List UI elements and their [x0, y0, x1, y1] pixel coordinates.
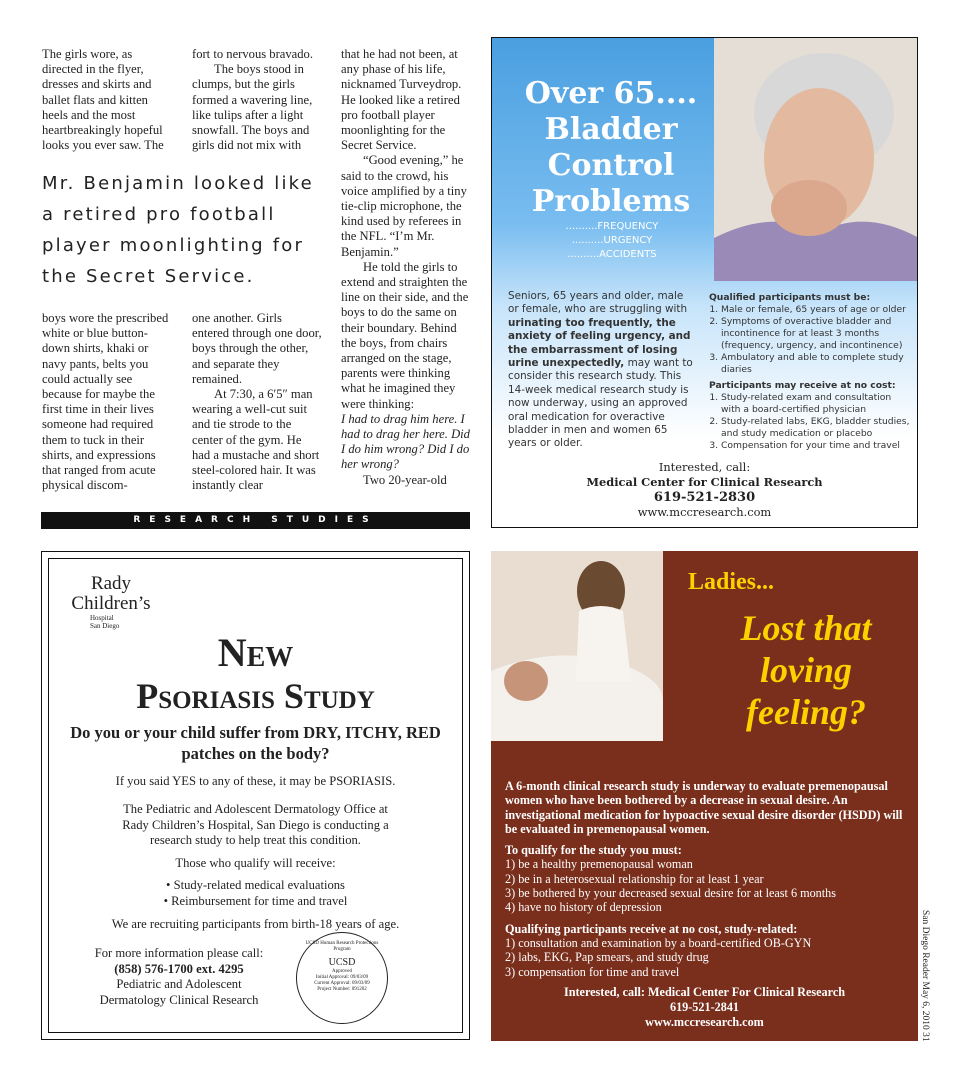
article-col1-bottom	[42, 311, 172, 493]
benefits-list	[62, 878, 449, 909]
symptom-item: ..........URGENCY	[571, 235, 653, 246]
heading-line: loving	[759, 650, 852, 690]
phone-link[interactable]: 619-521-2830	[653, 490, 756, 505]
psoriasis-ad	[41, 551, 470, 1040]
bladder-body	[508, 290, 693, 451]
org-name: Medical Center for Clinical Research	[586, 475, 823, 489]
interested-label: Interested, call:	[658, 460, 751, 474]
psoriasis-contact	[94, 946, 264, 1008]
ladies-heading: Ladies...	[688, 569, 775, 595]
phone-link[interactable]: (858) 576-1700 ext. 4295	[114, 961, 244, 976]
ad-title-new: New	[217, 630, 294, 675]
article-col2-top	[192, 47, 322, 153]
org-name: Medical Center For Clinical Research	[648, 985, 846, 999]
hsdd-contact	[491, 985, 918, 1030]
article-text: The boys stood in clumps, but the girls formed a wavering line, like tulips after a light snowfall. The boys and girls did not mix with	[192, 62, 313, 153]
article-text: that he had not been, at any phase of his life, nicknamed Turveydrop. He looked like a retired pro football player moonlighting for the Secret Service.	[341, 47, 462, 153]
qual-item: 1. Male or female, 65 years of age or older	[721, 304, 911, 316]
qualify-item: 2) be in a heterosexual relationship for at least 1 year	[505, 871, 764, 886]
article-col2-bottom	[192, 311, 322, 493]
qualify-item: 4) have no history of depression	[505, 900, 662, 915]
senior-woman-photo	[714, 38, 918, 281]
ad-paragraph: If you said YES to any of these, it may be PSORIASIS.	[115, 774, 396, 788]
symptom-item: ..........ACCIDENTS	[567, 249, 657, 260]
pull-quote: Mr. Benjamin looked like a retired pro football player moonlighting for the Secret Service.	[42, 173, 314, 287]
headline-line: Bladder	[544, 112, 678, 147]
bladder-contact	[492, 460, 917, 520]
receive-item: 3. Compensation for your time and travel	[721, 440, 911, 452]
rady-logo	[56, 574, 166, 630]
article-text: “Good evening,” he said to the crowd, his voice amplified by a tiny tie-clip microphone, the kind used by referees in the NFL. “I’m Mr. Benjamin.”	[341, 153, 467, 259]
ad-question: Do you or your child suffer from DRY, ITCHY, RED patches on the body?	[70, 723, 441, 763]
couple-photo	[491, 551, 663, 741]
headline-line: Control	[547, 148, 675, 183]
article-italic-text: I had to drag him here. I had to drag her here. Did I do him wrong? Did I do her wrong?	[341, 411, 470, 472]
heading-line: feeling?	[746, 692, 866, 732]
seal-text: UCSD	[328, 957, 356, 968]
receive-heading: Qualifying participants receive at no cost, study-related:	[505, 921, 798, 936]
headline-line: Over 65....	[524, 76, 698, 111]
seal-text: Project Number: 091202	[317, 987, 367, 992]
contact-label: Dermatology Clinical Research	[99, 992, 259, 1007]
ad-title-study: Psoriasis Study	[136, 676, 375, 716]
lost-feeling-heading	[706, 607, 906, 733]
contact-label: For more information please call:	[94, 946, 264, 960]
contact-label: Pediatric and Adolescent	[116, 977, 242, 991]
symptom-list	[547, 220, 677, 262]
qual-item: 3. Ambulatory and able to complete study diaries	[721, 352, 911, 376]
article-text: one another. Girls entered through one door, boys through the other, and separate they remained.	[192, 311, 322, 386]
logo-text: Rady	[90, 573, 132, 594]
receive-item: 2) labs, EKG, Pap smears, and study drug	[505, 950, 709, 965]
phone-link[interactable]: 619-521-2841	[669, 1000, 740, 1014]
benefit-item: • Study-related medical evaluations	[166, 878, 345, 892]
page-footer	[918, 912, 932, 1047]
receive-heading: Participants may receive at no cost:	[709, 380, 896, 391]
headline-line: Problems	[531, 184, 691, 219]
body-bold-text: urinating too frequently, the anxiety of feeling urgency, and the embarrassment of losing urine unexpectedly,	[508, 316, 691, 370]
section-bar: RESEARCH STUDIES	[41, 512, 470, 529]
receive-item: 1) consultation and examination by a board-certified OB-GYN	[505, 935, 812, 950]
bladder-ad	[491, 37, 918, 528]
seal-text: Current Approval: 09/03/09	[314, 981, 370, 986]
article-text: boys wore the prescribed white or blue button-down shirts, khaki or navy pants, belts you could actually see because for maybe the first time in their lives someone had required them to tuck in their shirts, and expressions that ranged from acute physical discom-	[42, 311, 169, 493]
article-text: fort to nervous bravado.	[192, 47, 314, 61]
bladder-headline	[506, 76, 716, 220]
website-link[interactable]: www.mccresearch.com	[637, 505, 772, 519]
logo-text: San Diego	[90, 622, 120, 630]
logo-text: Hospital	[90, 614, 114, 622]
footer-text: San Diego Reader May 6, 2010 31	[920, 910, 930, 1042]
body-text: may want to consider this research study. This 14-week medical research study is now underway, using an approved oral medication for overactive bladder in men and women 65 years or older.	[508, 357, 693, 450]
ad-paragraph: We are recruiting participants from birth-18 years of age.	[111, 917, 400, 931]
qualify-heading: To qualify for the study you must:	[505, 843, 682, 858]
article-text: Two 20-year-old	[363, 472, 447, 487]
receive-item: 1. Study-related exam and consultation with a board-certified physician	[721, 392, 911, 416]
qual-heading: Qualified participants must be:	[709, 292, 871, 303]
body-text: Seniors, 65 years and older, male or female, who are struggling with	[508, 290, 688, 316]
article-text: At 7:30, a 6′5″ man wearing a well-cut suit and tie strode to the center of the gym. He had a mustache and short steel-colored hair. It was instantly clear	[192, 387, 320, 493]
logo-text: Children’s	[71, 593, 151, 614]
hsdd-ad	[491, 551, 918, 1041]
hsdd-body	[505, 779, 910, 986]
qualify-item: 1) be a healthy premenopausal woman	[505, 857, 693, 872]
benefit-item: • Reimbursement for time and travel	[163, 893, 348, 908]
seal-text: Initial Approval: 09/03/09	[315, 975, 369, 980]
ucsd-approval-seal	[296, 932, 388, 1024]
article-col3	[341, 47, 471, 488]
symptom-item: ..........FREQUENCY	[565, 221, 659, 232]
interested-label: Interested, call:	[563, 985, 645, 999]
bladder-qualifications	[709, 292, 911, 452]
website-link[interactable]: www.mccresearch.com	[645, 1015, 764, 1029]
seal-text: UCSD Human Research Protections Program	[305, 941, 379, 952]
article-text: The girls wore, as directed in the flyer, dresses and skirts and ballet flats and kitten heels and the most heartbreakingly hopeful looks you ever saw. The	[42, 47, 164, 153]
qualify-item: 3) be bothered by your decreased sexual desire for at least 6 months	[505, 886, 836, 901]
seal-text: Approved	[332, 969, 352, 974]
ad-paragraph: The Pediatric and Adolescent Dermatology Office at Rady Children’s Hospital, San Diego is conducting a research study to help treat this condition.	[122, 802, 389, 847]
article-col1-top	[42, 47, 172, 153]
heading-line: Lost that	[740, 608, 872, 648]
ad-paragraph: Those who qualify will receive:	[175, 856, 336, 870]
receive-item: 2. Study-related labs, EKG, bladder studies, and study medication or placebo	[721, 416, 911, 440]
receive-item: 3) compensation for time and travel	[505, 964, 680, 979]
article-text: He told the girls to extend and straighten the line on their side, and the boys to do the same on their boundary. Behind the boys, from chairs arranged on the stage, parents were thinking what he imagined they were thinking:	[341, 259, 469, 411]
intro-text: A 6-month clinical research study is underway to evaluate premenopausal women who have been bothered by a decrease in sexual desire. An investigational medication for hypoactive sexual desire disorder (HSDD) will be evaluated in premenopausal women.	[505, 779, 903, 836]
qual-item: 2. Symptoms of overactive bladder and incontinence for at least 3 months (frequency, urgency, and incontinence)	[721, 316, 911, 352]
